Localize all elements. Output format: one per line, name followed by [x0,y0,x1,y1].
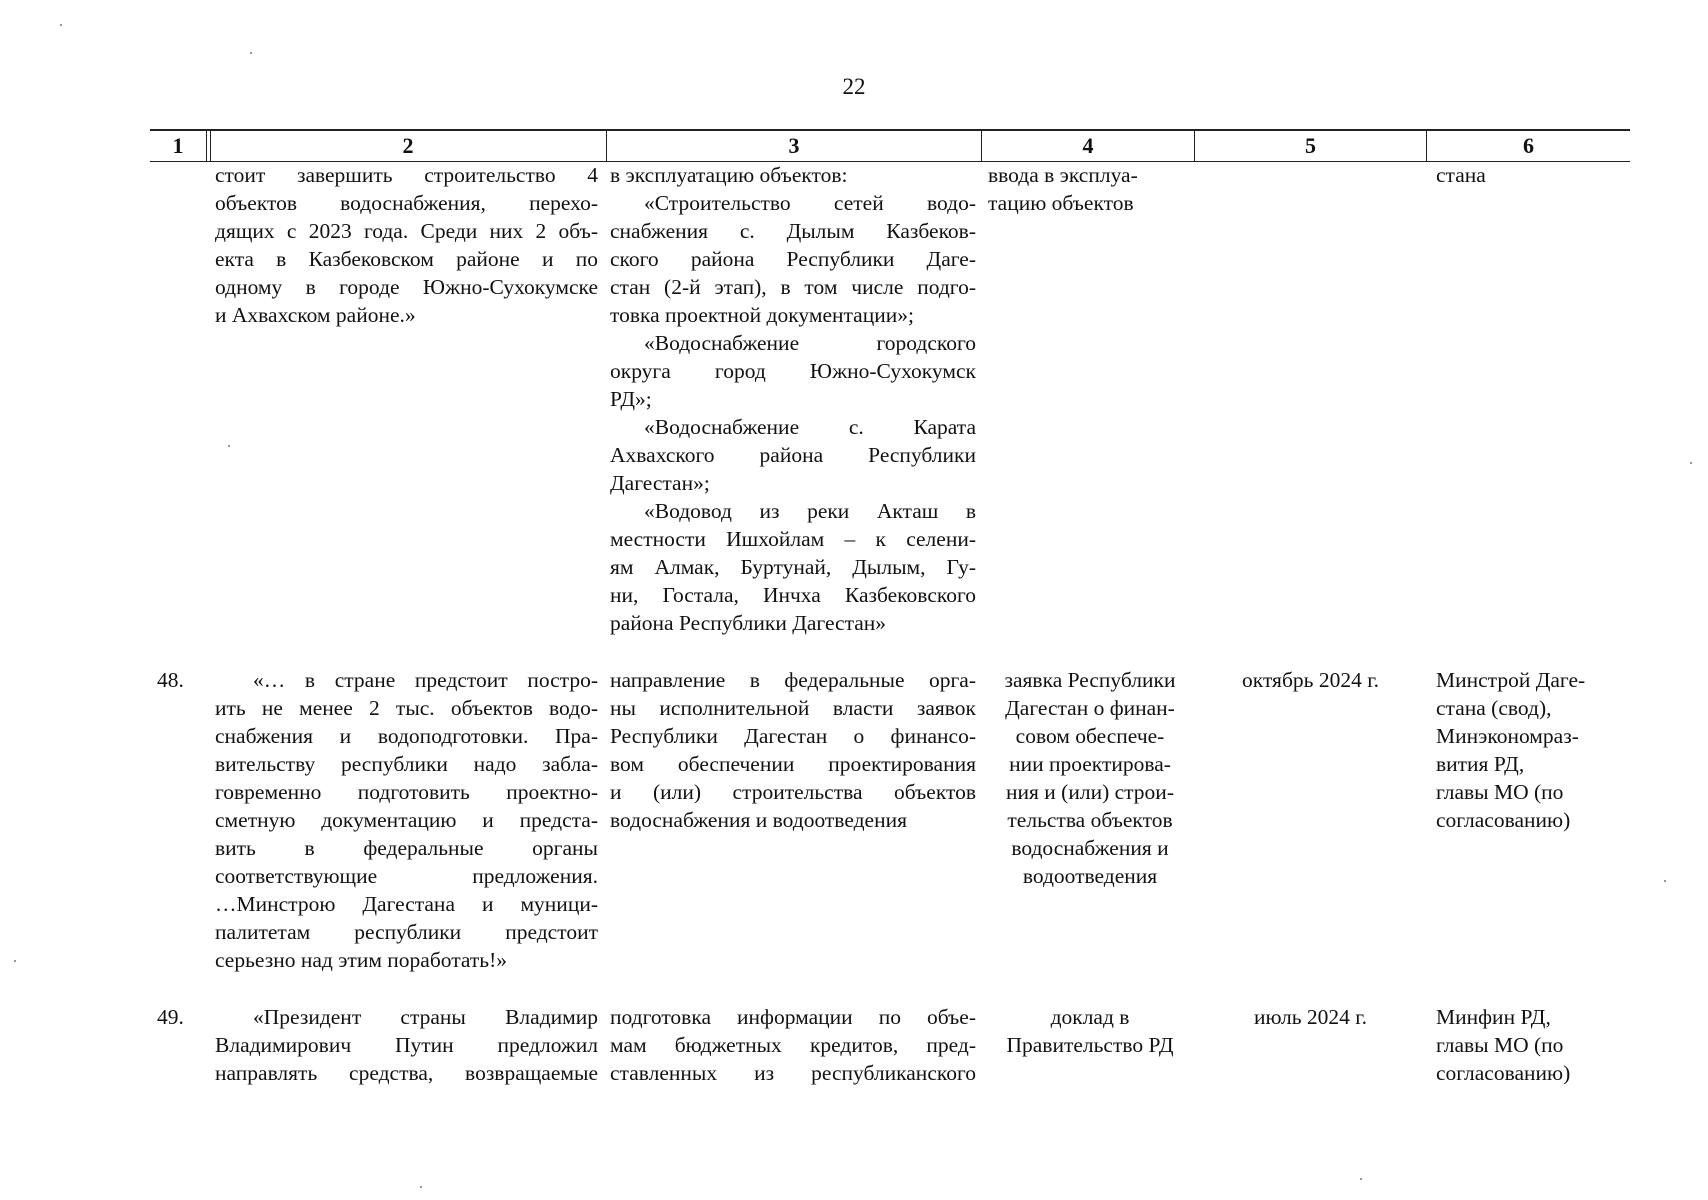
column-header-3: 3 [788,133,800,158]
column-divider [206,131,207,161]
row48-col4: заявка Республики Дагестан о финан- совом обеспече- нии проектирова- ния и (или) строи- тельства объектов водоснабжения и водоотведения [1004,668,1176,888]
column-header-5: 5 [1305,133,1316,158]
scan-speck [60,24,62,26]
row49-col6: Минфин РД, главы МО (по согласованию) [1436,1005,1571,1085]
column-header-2: 2 [402,133,414,158]
row-number: 49. [157,1005,184,1029]
scan-speck [250,52,252,54]
column-header-4: 4 [1082,133,1094,158]
column-header-1: 1 [172,133,184,158]
row49-col2: «Президент страны Владимир Владимирович Путин предложил направлять средства, возвращаемые [215,1005,598,1085]
scan-speck [1664,880,1666,882]
row-cont-col3: в эксплуатацию объектов: «Строительство сетей водо- снабжения с. Дылым Казбеков- ского района Республики Даге- стан (2-й этап), в том числе подго- товка проектной документации»; «Водоснабжение городского округа город Южно-Сухокумск РД»; «Водоснабжение с. Карата Ахвахского района Республики Дагестан»; «Водовод из реки Акташ в местности Ишхойлам – к селени- ям Алмак, Буртунай, Дылым, Гу- ни, Гостала, Инчха Казбековского района Республики Дагестан» [610,163,976,635]
row48-col3: направление в федеральные орга- ны исполнительной власти заявок Республики Дагестан о финансо- вом обеспечении проектирования и (или) строительства объектов водоснабжения и водоотведения [610,668,976,832]
scan-speck [420,1186,422,1188]
scan-speck [14,960,16,962]
row48-col6: Минстрой Даге- стана (свод), Минэкономраз- вития РД, главы МО (по согласованию) [1436,668,1586,832]
row-cont-col6: стана [1436,163,1486,187]
row49-col3: подготовка информации по объе- мам бюджетных кредитов, пред- ставленных из республиканского [610,1005,976,1085]
row-cont-col2: стоит завершить строительство 4 объектов водоснабжения, перехо- дящих с 2023 года. Среди них 2 объ- екта в Казбековском районе и по одному в городе Южно-Сухокумске и Ахвахском районе.» [215,163,598,327]
row48-col2: «… в стране предстоит постро- ить не менее 2 тыс. объектов водо- снабжения и водоподготовки. Пра- вительству республики надо забла- говременно подготовить проектно- сметную документацию и предста- вить в федеральные органы соответствующие предложения. …Минстрою Дагестана и муници- палитетам республики предстоит серьезно над этим поработать!» [215,668,598,972]
scan-speck [228,445,230,447]
row-cont-col4: ввода в эксплуа- тацию объектов [988,163,1138,215]
scan-speck [1360,1178,1362,1180]
page-number: 22 [842,74,866,99]
column-header-6: 6 [1523,133,1534,158]
row49-col4: доклад в Правительство РД [1006,1005,1174,1057]
row-number: 48. [157,668,184,692]
row48-col5: октябрь 2024 г. [1242,668,1379,692]
scan-speck [1690,462,1692,464]
row49-col5: июль 2024 г. [1253,1005,1368,1029]
table-header [150,129,1630,162]
